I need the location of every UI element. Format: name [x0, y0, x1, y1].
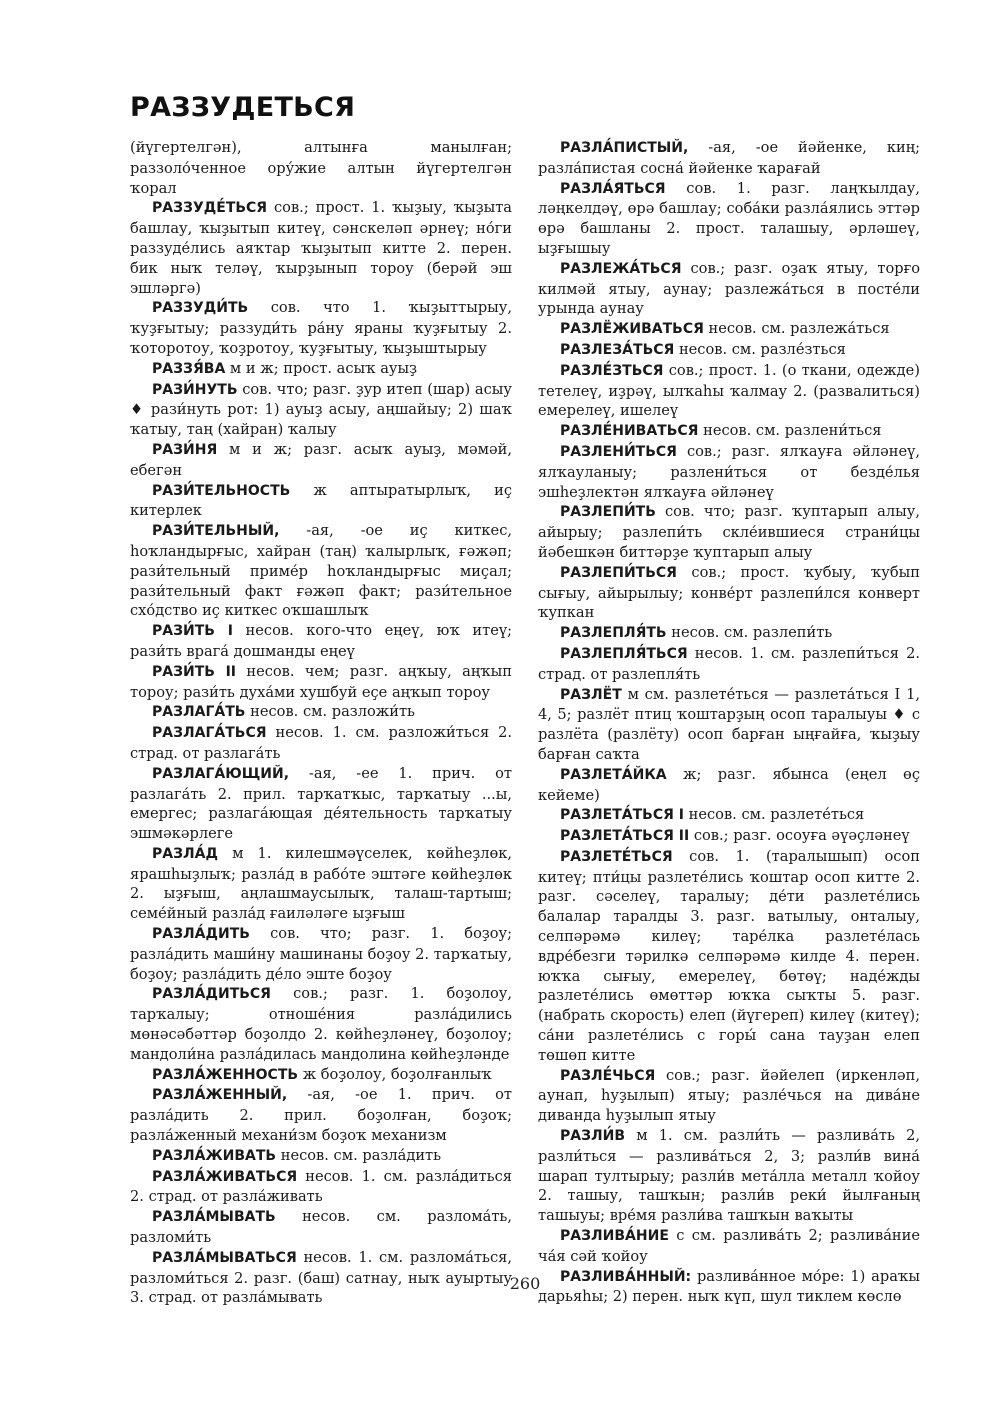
entry-text: (йүгертелгән), алтынға манылған; раззоло́ченное ору́жие алтын йүгертелгән ҡорал [130, 139, 512, 197]
dictionary-entry [538, 826, 920, 847]
dictionary-entry [538, 847, 920, 1066]
dictionary-entry [538, 340, 920, 361]
entry-text: несов. см. разлете́ться [688, 806, 865, 824]
entry-text: несов. 1. см. разла́диться 2. страд. от разла́живать [130, 1167, 512, 1206]
entry-text: м и ж; прост. асыҡ ауыҙ [229, 359, 417, 377]
dictionary-entry [130, 1085, 512, 1145]
entry-headword: РАЗЛЕЖА́ТЬСЯ [560, 260, 682, 277]
entry-text: сов. 1. (таралышып) осоп китеү; пти́цы разлете́лись ҡоштар осоп китте 2. разг. сәселеү, таралыу; де́ти разлете́лись балалар таралды 3. разг. ватылыу, онталыу, селпәрәмә килеү; таре́лка разлете́лась вдре́безги тәрилкә селпәрәмә килде 4. перен. юҡҡа сығыу, емерелеү, бөтөү; наде́жды разлете́лись өмөттәр юҡҡа сыҡты 5. разг. (набрать скорость) елеп (йүгереп) килеү (китеү); са́ни разлете́лись с горы́ сана тауҙан елеп төшөп китте [538, 847, 920, 1064]
right-column [538, 138, 920, 1307]
entry-text: несов. см. разла́дить [280, 1146, 442, 1164]
entry-headword: РАЗИ́НУТЬ [152, 381, 238, 398]
entry-text: сов.; разг. 1. боҙолоу, тарҡалыу; отноше́ния разла́дились мөнәсәбәттәр боҙолдо 2. көйһеҙләнеү, боҙолоу; мандоли́на разла́дилась мандолина көйһеҙләнде [130, 985, 512, 1063]
page-number: 260 [509, 1274, 541, 1293]
left-column [130, 138, 512, 1308]
dictionary-entry [130, 359, 512, 380]
entry-text: сов.; разг. оҙаҡ ятыу, торғо килмәй ятыу, аунау; разлежа́ться в посте́ли урында аунау [538, 259, 920, 318]
entry-headword: РАЗЛЁТ [560, 686, 622, 703]
dictionary-entry [538, 685, 920, 765]
entry-text: несов. см. разлома́ть, разломи́ть [130, 1208, 512, 1247]
entry-headword: РАЗЛЕЗА́ТЬСЯ [560, 341, 675, 358]
entry-headword: РАЗЛЕНИ́ТЬСЯ [560, 443, 677, 460]
entry-headword: РАЗЛА́ДИТЬСЯ [152, 986, 271, 1003]
entry-headword: РАЗЛЕПЛЯ́ТЬ [560, 625, 667, 642]
entry-headword: РАЗИ́ТЬ I [152, 623, 233, 640]
entry-text: разлива́нное мо́ре: 1) араҡы дарьяһы; 2) перен. ныҡ күп, шул тиклем көслө [538, 1267, 921, 1306]
entry-headword: РАЗЛА́Д [152, 845, 218, 862]
dictionary-entry [130, 844, 512, 924]
entry-text: сов. что; разг. 1. боҙоу; разла́дить маши́ну машинаны боҙоу 2. тарҡатыу, боҙоу; разла́дить де́ло эште боҙоу [130, 925, 512, 983]
dictionary-entry [130, 764, 512, 844]
entry-headword: РАЗЛАГА́ТЬ [152, 704, 246, 721]
entry-headword: РАЗЛЕТА́ЙКА [560, 766, 667, 783]
dictionary-entry [130, 621, 512, 662]
dictionary-entry [538, 502, 920, 562]
dictionary-entry [130, 521, 512, 621]
entry-headword: РАЗЛИ́В [560, 1128, 626, 1145]
entry-text: м 1. см. разли́ть — разлива́ть 2, разли́ться — разлива́ться 2, 3; разли́в вина́ шарап тултырыу; разли́в мета́лла металл ҡойоу 2. ташыу, ташҡын; разли́в реки́ йылғаның ташыуы; вре́мя разли́ва ташҡын ваҡыты [538, 1127, 921, 1225]
entry-headword: РАЗЛА́ПИСТЫЙ, [560, 140, 689, 156]
entry-headword: РАЗЛА́ЖИВАТЬСЯ [152, 1168, 298, 1185]
dictionary-entry [538, 259, 920, 319]
dictionary-entry [130, 1146, 512, 1167]
dictionary-entry [538, 319, 920, 340]
entry-headword: РАЗЛЕТА́ТЬСЯ II [560, 828, 690, 845]
dictionary-entry [538, 623, 920, 644]
entry-text: несов. см. разлежа́ться [708, 320, 890, 338]
dictionary-entry [538, 563, 920, 623]
entry-text: -ая, -ое йәйенке, киң; разла́пистая сосна́ йәйенке ҡарағай [538, 139, 920, 177]
entry-text: ж; разг. ябынса (еңел өҫ кейеме) [538, 765, 921, 804]
dictionary-entry [130, 380, 512, 440]
entry-text: несов. 1. см. разлома́ться, разломи́ться 2. разг. (баш) сатнау, ныҡ ауыртыу 3. страд. от разла́мывать [130, 1248, 512, 1307]
entry-headword: РАЗЛЕПИ́ТЬСЯ [560, 564, 677, 581]
dictionary-entry [130, 481, 512, 522]
dictionary-entry [538, 421, 920, 442]
entry-headword: РАЗЛИВА́НИЕ [560, 1228, 669, 1245]
dictionary-entry [538, 1066, 920, 1126]
dictionary-entry [538, 644, 920, 685]
entry-headword: РАЗЗУДЕ́ТЬСЯ [152, 200, 268, 217]
dictionary-entry [538, 138, 920, 179]
entry-headword: РАЗЛА́ЯТЬСЯ [560, 180, 666, 197]
entry-headword: РАЗЛА́ЖЕННЫЙ, [152, 1087, 288, 1104]
entry-headword: РАЗИ́ТЬ II [152, 663, 236, 680]
dictionary-entry [538, 1126, 920, 1226]
entry-text: сов.; разг. йәйелеп (иркенләп, аунап, һуҙылып) ятыу; разле́чься на дива́не диванда һуҙылып ятыу [538, 1066, 920, 1125]
entry-headword: РАЗЗУДИ́ТЬ [152, 300, 249, 317]
entry-headword: РАЗЛЕПИ́ТЬ [560, 504, 656, 521]
entry-text: сов.; разг. осоуға әүәҫләнеү [693, 827, 910, 845]
entry-headword: РАЗЛЕ́ЗТЬСЯ [560, 362, 664, 379]
entry-text: сов. 1. разг. лаңҡылдау, ләңкелдәү, өрә башлау; соба́ки разла́ялись эттәр өрә башланы 2. прост. талашыу, әрләшеү, ыҙғышыу [538, 179, 921, 257]
dictionary-entry [130, 1065, 512, 1086]
entry-headword: РАЗИ́ТЕЛЬНЫЙ, [152, 523, 280, 540]
entry-headword: РАЗИ́ТЕЛЬНОСТЬ [152, 482, 291, 499]
dictionary-entry [538, 361, 920, 421]
entry-text: -ая, -ее 1. прич. от разлага́ть 2. прил. тарҡатҡыс, тарҡатыу ...ы, емергес; разлага́ющая де́ятельность тарҡатыу эшмәкәрлеге [130, 764, 512, 843]
entry-text: несов. кого-что еңеү, юҡ итеү; рази́ть врага́ дошманды еңеү [130, 622, 513, 660]
entry-headword: РАЗЛЕ́НИВАТЬСЯ [560, 423, 699, 440]
entry-text: сов. что; разг. ҡуптарып алыу, айырыу; разлепи́ть скле́ившиеся страни́цы йәбешкән биттәрҙе ҡуптарып алыу [538, 503, 920, 561]
entry-headword: РАЗЗЯ́ВА [152, 360, 226, 377]
dictionary-entry [538, 805, 920, 826]
entry-text: несов. см. разложи́ть [250, 703, 415, 721]
entry-headword: РАЗЛА́ЖЕННОСТЬ [152, 1066, 299, 1083]
entry-text: несов. см. разлепи́ть [671, 624, 833, 642]
entry-text: сов. что 1. ҡыҙыттырыу, ҡуҙғытыу; раззуди́ть ра́ну яраны ҡуҙғытыу 2. ҡоторотоу, ҡоҙротоу, ҡуҙғытыу, ҡыҙыштырыу [130, 299, 513, 357]
entry-text: сов.; прост. 1. ҡыҙыу, ҡыҙыта башлау, ҡыҙытып китеү, сәнскеләп әрнеү; но́ги раззуде́лись аяҡтар ҡыҙытып китте 2. перен. бик ныҡ теләү, ҡырҙынып тороу (берәй эш эшләргә) [130, 199, 513, 297]
entry-headword: РАЗЛА́ЖИВАТЬ [152, 1147, 277, 1164]
entry-text: ж аптыратырлыҡ, иҫ китерлек [130, 481, 513, 520]
entry-headword: РАЗЛЁЖИВАТЬСЯ [560, 321, 704, 338]
dictionary-entry [130, 702, 512, 723]
entry-text: сов. что; разг. ҙур итеп (шар) асыу ♦ рази́нуть рот: 1) ауыҙ асыу, аңшайыу; 2) шаҡ ҡатыу, таң (хайран) ҡалыу [130, 380, 513, 439]
dictionary-entry [130, 298, 512, 358]
dictionary-entry [130, 440, 512, 481]
dictionary-entry [130, 984, 512, 1064]
dictionary-entry [130, 662, 512, 703]
entry-text: м 1. килешмәүселек, көйһеҙлөк, ярашһыҙлыҡ; разла́д в рабо́те эштәге көйһеҙлөк 2. ыҙғыш, аңлашмаусылыҡ, талаш-тартыш; семе́йный разла́д ғаиләләге ыҙғыш [130, 844, 513, 923]
entry-headword: РАЗЛА́МЫВАТЬСЯ [152, 1249, 297, 1266]
entry-headword: РАЗЛИВА́ННЫЙ: [560, 1268, 692, 1285]
entry-headword: РАЗЛА́ДИТЬ [152, 926, 250, 943]
entry-headword: РАЗЛЕ́ЧЬСЯ [560, 1067, 656, 1084]
entry-text: сов.; прост. 1. (о ткани, одежде) тетелеү, иҙрәү, ылҡаһы ҡалмау 2. (развалиться) емерелеү, ишелеү [538, 361, 921, 420]
entry-text: с см. разлива́ть 2; разлива́ние ча́я сәй ҡойоу [538, 1227, 920, 1265]
dictionary-entry [538, 765, 920, 806]
dictionary-entry [130, 1167, 512, 1208]
entry-headword: РАЗЛЕТА́ТЬСЯ I [560, 807, 684, 824]
dictionary-entry [130, 1207, 512, 1248]
entry-text: несов. чем; разг. аңҡыу, аңҡып тороу; рази́ть духа́ми хушбуй еҫе аңҡып тороу [130, 662, 513, 701]
entry-text: сов.; разг. ялҡауға әйләнеү, ялҡауланыу; разлени́ться от безде́лья эшһеҙлектән ялҡауға әйләнеү [538, 442, 920, 501]
entry-text: несов. см. разлени́ться [703, 422, 882, 440]
entry-headword: РАЗЛАГА́ТЬСЯ [152, 725, 267, 742]
entry-headword: РАЗЛАГА́ЮЩИЙ, [152, 765, 290, 782]
entry-text: м см. разлете́ться — разлета́ться I 1, 4, 5; разлёт птиц ҡоштарҙың осоп таралыуы ♦ с разлёта (разлёту) осоп барған ыңғайға, ҡыҙыу барған саҡта [538, 685, 921, 763]
entry-text: сов.; прост. ҡубыу, ҡубып сығыу, айырылыу; конве́рт разлепи́лся конверт ҡупкан [538, 563, 920, 622]
entry-text: ж боҙолоу, боҙолғанлыҡ [302, 1065, 492, 1083]
dictionary-entry [130, 723, 512, 764]
page-header: РАЗЗУДЕТЬСЯ [130, 92, 356, 123]
dictionary-entry [538, 179, 920, 259]
dictionary-entry [538, 442, 920, 502]
entry-text: м и ж; разг. асыҡ ауыҙ, мәмәй, ебегән [130, 440, 512, 479]
entry-headword: РАЗЛЕТЕ́ТЬСЯ [560, 848, 673, 865]
entry-headword: РАЗЛЕПЛЯ́ТЬСЯ [560, 645, 688, 662]
entry-text: несов. см. разле́зться [678, 340, 846, 358]
entry-headword: РАЗИ́НЯ [152, 441, 218, 458]
dictionary-entry [130, 198, 512, 298]
dictionary-entry [538, 1226, 920, 1267]
dictionary-entry [130, 924, 512, 984]
entry-text: несов. 1. см. разложи́ться 2. страд. от разлага́ть [130, 724, 513, 762]
entry-text: -ая, -ое 1. прич. от разла́дить 2. прил. боҙолған, боҙоҡ; разла́женный механи́зм боҙоҡ механизм [130, 1086, 513, 1145]
entry-headword: РАЗЛА́МЫВАТЬ [152, 1209, 276, 1226]
entry-text: несов. 1. см. разлепи́ться 2. страд. от разлепля́ть [538, 644, 921, 683]
dictionary-entry [130, 138, 512, 198]
entry-text: -ая, -ое иҫ киткес, һоҡландырғыс, хайран (таң) ҡалырлыҡ, ғәжәп; рази́тельный приме́р һоҡландырғыс миҫал; рази́тельный факт ғәжәп факт; рази́тельное схо́дство иҫ киткес оҡшашлыҡ [130, 522, 513, 620]
